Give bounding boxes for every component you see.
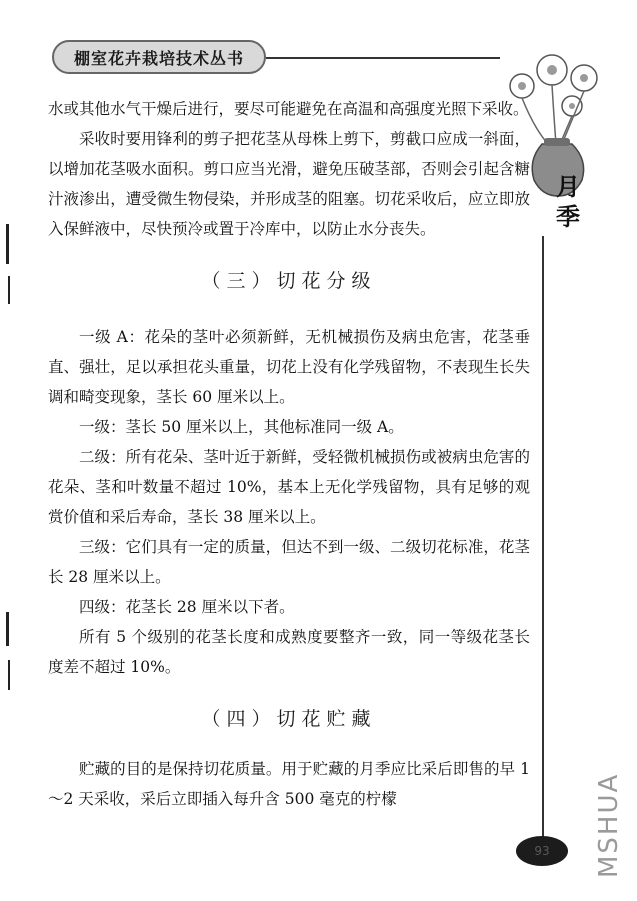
paragraph: 采收时要用锋利的剪子把花茎从母株上剪下，剪截口应成一斜面，以增加花茎吸水面积。剪口应当光滑，避免压破茎部，否则会引起含糖汁液渗出，遭受微生物侵染，并形成茎的阻塞。切花采收后，应立即放入保鲜液中，尽快预冷或置于冷库中，以防止水分丧失。	[48, 130, 530, 238]
side-rule	[542, 236, 544, 848]
watermark: MSHUA	[594, 772, 624, 878]
series-title-banner	[52, 40, 266, 74]
scan-mark	[8, 276, 10, 304]
scan-mark	[6, 612, 9, 646]
body-text	[48, 94, 530, 814]
paragraph: 水或其他水气干燥后进行，要尽可能避免在高温和高强度光照下采收。	[48, 100, 529, 118]
section-heading: （四）切花贮藏	[201, 708, 377, 730]
scan-mark	[8, 660, 10, 690]
paragraph: 四级：花茎长 28 厘米以下者。	[79, 598, 295, 616]
section-heading: （三）切花分级	[201, 270, 377, 292]
page-number-badge	[516, 836, 568, 866]
page-number: 93	[534, 844, 550, 858]
paragraph: 所有 5 个级别的花茎长度和成熟度要整齐一致，同一等级花茎长度差不超过 10%。	[48, 628, 530, 676]
paragraph: 三级：它们具有一定的质量，但达不到一级、二级切花标准，花茎长 28 厘米以上。	[48, 538, 530, 586]
paragraph: 贮藏的目的是保持切花质量。用于贮藏的月季应比采后即售的早 1～2 天采收，采后立即插入每升含 500 毫克的柠檬	[48, 760, 530, 808]
scan-mark	[6, 224, 9, 264]
chapter-side-title: 月季	[556, 172, 580, 231]
paragraph: 二级：所有花朵、茎叶近于新鲜，受轻微机械损伤或被病虫危害的花朵、茎和叶数量不超过 10%，基本上无化学残留物，具有足够的观赏价值和采后寿命，茎长 38 厘米以上。	[48, 448, 530, 526]
series-title: 棚室花卉栽培技术丛书	[73, 48, 244, 68]
paragraph: 一级 A：花朵的茎叶必须新鲜，无机械损伤及病虫危害，花茎垂直、强壮，足以承担花头重量，切花上没有化学残留物，不表现生长失调和畸变现象，茎长 60 厘米以上。	[48, 328, 530, 406]
paragraph: 一级：茎长 50 厘米以上，其他标准同一级 A。	[79, 418, 404, 436]
header-rule	[266, 57, 500, 59]
